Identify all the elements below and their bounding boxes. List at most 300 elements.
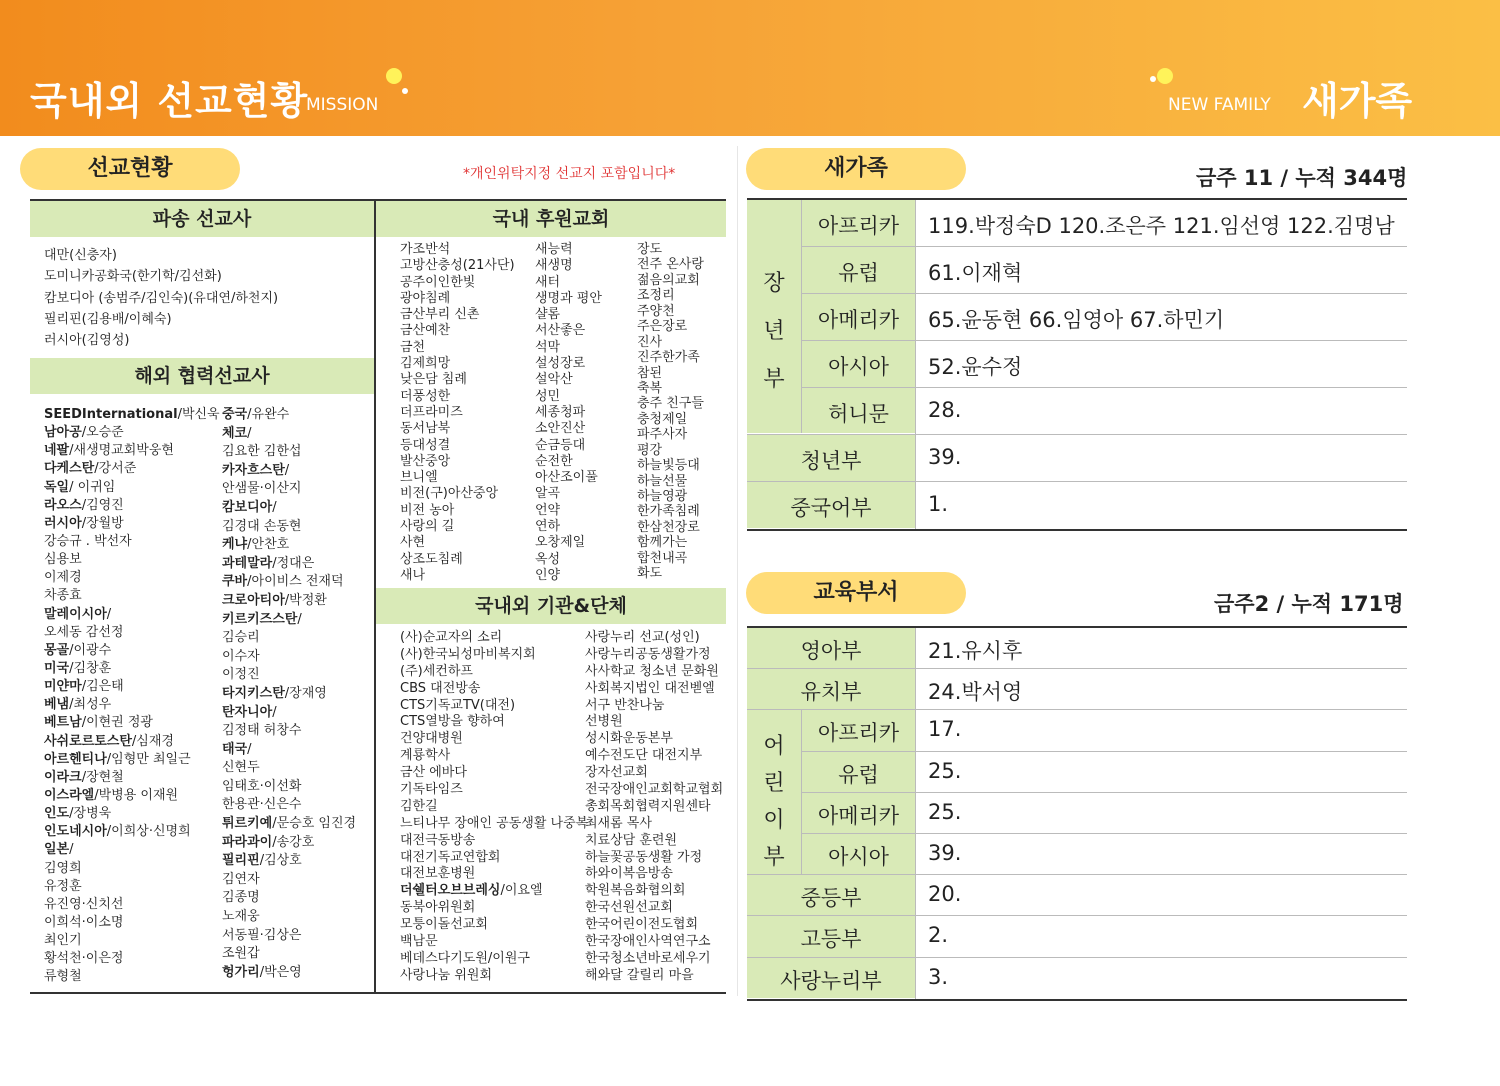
list-item: 치료상담 훈련원 (585, 832, 678, 848)
list-item: 함께가는 (637, 535, 688, 551)
list-item-bold: 튀르키예 (222, 816, 273, 832)
list-item-text: /유완수 (247, 407, 290, 422)
list-item (44, 896, 220, 914)
list-item: 브니엘 (400, 470, 438, 486)
list-item (44, 424, 220, 442)
row-value: 61.이재혁 (928, 261, 1023, 285)
row-divider (802, 340, 1407, 341)
list-item: 축복 (637, 380, 663, 396)
list-item: 젊음의교회 (637, 272, 700, 288)
vertical-char: 부 (763, 845, 785, 871)
decor-dot-icon (1150, 76, 1156, 82)
list-item-text: 강승규 . 박선자 (44, 533, 132, 549)
list-item-text: (사)순교자의 소리 (400, 630, 503, 645)
list-item: 러시아(김영성) (44, 333, 130, 349)
list-item-text: 이제경 (44, 570, 82, 586)
row-divider (802, 751, 1407, 752)
list-item: 연하 (535, 519, 561, 535)
list-item: 사랑누리 선교(성인) (585, 630, 700, 645)
list-item (44, 406, 220, 424)
domestic-church-col2 (535, 242, 602, 584)
list-item-text: CTS열방을 향하여 (400, 714, 505, 730)
list-item-text: 백남문 (400, 934, 438, 950)
list-item (44, 751, 220, 769)
list-item (44, 515, 220, 533)
list-item-bold: 베트남 (44, 715, 82, 731)
vertical-char: 장 (763, 271, 785, 296)
list-item-text: 김종명 (222, 890, 260, 906)
row-label: 아메리카 (817, 803, 900, 828)
list-item: 주은장로 (637, 319, 688, 335)
list-item (222, 592, 356, 611)
list-item-bold: 중국 (222, 407, 248, 422)
list-item (400, 647, 588, 664)
list-item-text: /박신욱 (177, 407, 220, 422)
row-label: 영아부 (800, 639, 862, 663)
org-header: 국내외 기관&단체 (376, 588, 726, 624)
list-item-bold: 미얀마 (44, 679, 82, 695)
row-value: 21.유시후 (928, 639, 1023, 663)
list-item-bold: 아르헨티나 (44, 751, 107, 767)
list-item (44, 878, 220, 896)
list-item-text: 계룡학사 (400, 748, 451, 764)
list-item-text: /박은영 (259, 964, 302, 980)
list-item: 서산좋은 (535, 323, 586, 339)
list-item: 진주한가족 (637, 350, 700, 366)
list-item-text: /이요엘 (500, 883, 543, 899)
list-item: 김제희망 (400, 356, 451, 372)
list-item-text: / (272, 499, 277, 515)
list-item (222, 704, 356, 723)
list-item (222, 536, 356, 555)
list-item-bold: 사쉬로르토스탄 (44, 733, 132, 749)
list-item-bold: 탄자니아 (222, 704, 273, 720)
list-item: 인양 (535, 567, 561, 583)
list-item: 비전 농아 (400, 502, 455, 518)
decor-dot-icon (402, 88, 408, 94)
row-label: 아프리카 (817, 214, 900, 238)
row-label: 유럽 (838, 261, 879, 285)
list-item: 알곡 (535, 486, 561, 502)
education-pill: 교육부서 (746, 572, 966, 614)
list-item-text: /정대은 (272, 555, 315, 571)
group-divider (801, 200, 802, 433)
list-item-text: 신현두 (222, 760, 260, 776)
list-item (222, 648, 356, 667)
list-item: 하늘꽃공동생활 가정 (585, 849, 703, 865)
list-item: 파주사자 (637, 427, 688, 443)
list-item: 하늘영광 (637, 489, 688, 504)
org-list-col2 (585, 630, 723, 985)
list-item: 전주 온사랑 (637, 257, 704, 273)
list-item-text: 김경대 손동현 (222, 518, 302, 534)
list-item: 해와달 갈릴리 마을 (585, 967, 694, 983)
list-item: 금산부리 신촌 (400, 307, 480, 323)
list-item: 하늘선물 (637, 473, 688, 489)
list-item-bold: 더쉘터오브브레싱 (400, 883, 501, 899)
list-item-bold: 몽골 (44, 642, 70, 658)
list-item-text: /김영진 (81, 497, 124, 513)
label-divider (915, 628, 916, 999)
list-item-text: 심용보 (44, 552, 82, 568)
vertical-char: 부 (763, 367, 785, 392)
newfamily-count: 금주 11 / 누적 344명 (1196, 166, 1408, 190)
list-item: 샬롬 (535, 307, 561, 323)
list-item: 진사 (637, 334, 663, 350)
list-item (44, 660, 220, 678)
list-item-text: 최인기 (44, 933, 82, 949)
row-value: 24.박서영 (928, 680, 1023, 705)
org-list-col1 (400, 630, 588, 985)
list-item: 장자선교회 (585, 765, 648, 781)
list-item-text: 김영희 (44, 860, 82, 876)
list-item-text: /박정환 (284, 592, 327, 608)
list-item: 하늘빛등대 (637, 458, 700, 474)
list-item: 도미니카공화국(한기학/김선화) (44, 269, 222, 285)
list-item-bold: 과테말라 (222, 555, 273, 571)
list-item-text: 느티나무 장애인 공동생활 나중복 (400, 815, 589, 831)
label-divider (915, 200, 916, 529)
list-item-text: /이희상·신명희 (106, 824, 191, 840)
mission-pill: 선교현황 (20, 148, 240, 190)
domestic-header: 국내 후원교회 (376, 201, 726, 237)
list-item-text: 사랑나눔 위원회 (400, 967, 493, 983)
table-bottom-border (30, 992, 726, 994)
list-item-text: /장현철 (81, 769, 124, 785)
list-item: 설악산 (535, 372, 573, 388)
list-item-text: 모퉁이돌선교회 (400, 917, 488, 933)
list-item: 한국청소년바로세우기 (585, 950, 711, 966)
row-label: 중등부 (800, 886, 862, 911)
list-item-text: /김창훈 (69, 660, 112, 676)
list-item (400, 782, 588, 799)
list-item (400, 951, 588, 968)
list-item (222, 629, 356, 648)
list-item-text: 이정진 (222, 667, 260, 683)
list-item (44, 841, 220, 859)
list-item: 예수전도단 대전지부 (585, 748, 703, 764)
education-count: 금주2 / 누적 171명 (1214, 592, 1404, 616)
list-item (400, 799, 588, 816)
list-item (44, 914, 220, 932)
vertical-char: 이 (763, 808, 785, 834)
header-banner (0, 0, 1500, 136)
list-item-bold: 인도 (44, 806, 70, 822)
row-value: 25. (928, 799, 962, 824)
list-item-text: 베데스다기도원/이원구 (400, 950, 530, 966)
list-item: 한국장애인사역연구소 (585, 934, 711, 950)
list-item: 조정리 (637, 288, 675, 304)
list-item: 언약 (535, 502, 561, 518)
list-item-text: 황석천·이은정 (44, 951, 124, 967)
list-item-text: 김한길 (400, 798, 438, 814)
list-item: 평강 (637, 442, 663, 458)
mission-note: *개인위탁지정 선교지 포함입니다* (463, 166, 676, 182)
list-item: 순금등대 (535, 437, 586, 453)
list-item: 더프라미즈 (400, 404, 463, 420)
list-item-text: /박병용 이재원 (94, 787, 179, 803)
list-item-bold: 케냐 (222, 537, 248, 553)
list-item-text: /이광수 (69, 642, 112, 658)
list-item (44, 932, 220, 950)
list-item (44, 805, 220, 823)
list-item (400, 900, 588, 917)
banner-title-right: 새가족 (1302, 79, 1413, 123)
list-item: 낮은담 침례 (400, 372, 467, 388)
table-bottom-border (747, 529, 1407, 531)
list-item (44, 460, 220, 478)
list-item (400, 934, 588, 951)
list-item (400, 630, 588, 647)
list-item-text: /장병욱 (69, 806, 112, 822)
list-item: 한삼천장로 (637, 519, 700, 535)
list-item: 새능력 (535, 242, 573, 257)
list-item-text: /김상호 (259, 853, 302, 869)
list-item: 대만(신충자) (44, 248, 117, 263)
row-label: 허니문 (828, 402, 889, 426)
list-item-text: 대전극동방송 (400, 832, 476, 848)
list-item: 금천 (400, 339, 426, 355)
vertical-char: 어 (763, 734, 785, 760)
row-divider (802, 293, 1407, 294)
list-item: 비전(구)아산중앙 (400, 486, 499, 502)
row-value: 39. (928, 841, 962, 865)
banner-title-left: 국내외 선교현황 (30, 79, 309, 123)
list-item (222, 908, 356, 927)
list-item: 사회복지법인 대전벧엘 (585, 680, 715, 696)
list-item-bold: 미국 (44, 660, 70, 676)
domestic-church-col3 (637, 242, 704, 582)
list-item-text: / (272, 704, 277, 720)
list-item: 더풍성한 (400, 388, 451, 404)
list-item: 학원복음화협의회 (585, 883, 686, 899)
list-item-text: / (247, 425, 252, 441)
list-item (44, 714, 220, 732)
list-item-text: 안샘물·이산지 (222, 481, 302, 497)
list-item: 한국선원선교회 (585, 900, 673, 916)
list-item (400, 917, 588, 934)
list-item: 전국장애인교회학교협회 (585, 782, 724, 798)
list-item-text: /안찬호 (247, 537, 290, 553)
list-item (222, 945, 356, 964)
row-value: 28. (928, 398, 962, 422)
list-item-bold: 쿠바 (222, 574, 248, 590)
list-item: 성시화운동본부 (585, 731, 673, 747)
sent-header: 파송 선교사 (30, 201, 374, 237)
list-item (222, 685, 356, 704)
list-item (222, 555, 356, 574)
group-divider (801, 710, 802, 875)
list-item-text: /최성우 (69, 697, 112, 713)
list-item-text: CBS 대전방송 (400, 680, 481, 696)
row-label: 아메리카 (817, 308, 900, 332)
group-vertical-label (747, 728, 801, 876)
list-item (44, 968, 220, 986)
list-item: 사사학교 청소년 문화원 (585, 663, 719, 679)
row-label: 사랑누리부 (780, 968, 882, 993)
table-bottom-border (747, 999, 1407, 1001)
list-item-text: /아이비스 전재덕 (247, 574, 344, 590)
row-value: 65.윤동현 66.임영아 67.하민기 (928, 308, 1225, 332)
list-item (222, 406, 356, 425)
list-item (222, 964, 356, 983)
list-item: 금산예찬 (400, 323, 451, 339)
list-item-text: /김은태 (81, 679, 124, 695)
list-item-text: / (69, 842, 74, 858)
list-item (44, 442, 220, 460)
row-value: 119.박정숙D 120.조은주 121.임선영 122.김명남 (928, 214, 1395, 238)
list-item (222, 443, 356, 462)
list-item-bold: 인도네시아 (44, 824, 107, 840)
newfamily-pill: 새가족 (746, 148, 966, 190)
list-item-bold: 키르키즈스탄 (222, 611, 298, 627)
list-item-bold: 베냄 (44, 697, 70, 713)
list-item (222, 834, 356, 853)
list-item (222, 796, 356, 815)
list-item (44, 696, 220, 714)
list-item: 사랑누리공동생활가정 (585, 646, 711, 662)
list-item-bold: 남아공 (44, 425, 82, 441)
list-item (44, 950, 220, 968)
list-item (222, 666, 356, 685)
list-item-text: 이수자 (222, 648, 260, 664)
list-item-bold: 이스라엘 (44, 787, 95, 803)
list-item (44, 587, 220, 605)
list-item (400, 816, 588, 833)
list-item-text: /장월방 (81, 515, 124, 531)
list-item (222, 889, 356, 908)
list-item-bold: 독일 (44, 479, 70, 495)
list-item: 최새롬 목사 (585, 815, 652, 831)
list-item (44, 606, 220, 624)
list-item-text: 금산 에바다 (400, 765, 467, 781)
decor-dot-icon (386, 68, 402, 84)
list-item: 사랑의 길 (400, 519, 455, 535)
list-item-bold: SEEDInternational (44, 407, 178, 422)
list-item-bold: 태국 (222, 741, 248, 757)
list-item (44, 497, 220, 515)
row-label: 고등부 (800, 927, 862, 952)
vertical-char: 린 (763, 771, 785, 797)
list-item: 발산중앙 (400, 453, 451, 469)
list-item (44, 787, 220, 805)
list-item (44, 733, 220, 751)
list-item-bold: 파라과이 (222, 834, 273, 850)
list-item-text: /심재경 (131, 733, 174, 749)
vertical-char: 년 (763, 319, 785, 344)
list-item: 주양천 (637, 303, 675, 319)
list-item: 성민 (535, 388, 561, 404)
list-item: 아산조이풀 (535, 470, 598, 486)
list-item-text: / (106, 606, 112, 622)
row-value: 2. (928, 923, 949, 948)
list-item-bold: 타지키스탄 (222, 685, 285, 701)
list-item (400, 731, 588, 748)
list-item-bold: 크로아티아 (222, 592, 285, 608)
list-item-text: 이희석·이소명 (44, 914, 124, 930)
list-item-bold: 카자흐스탄 (222, 462, 285, 478)
list-item: 옥성 (535, 551, 561, 567)
list-item (400, 698, 588, 715)
list-item-text: 동북아위원회 (400, 900, 476, 916)
list-item (222, 499, 356, 518)
list-item-text: 유정훈 (44, 878, 82, 894)
list-item: 충주 친구들 (637, 396, 704, 412)
list-item: 총회목회협력지원센타 (585, 798, 711, 814)
list-item (222, 722, 356, 741)
list-item-text: 조원갑 (222, 946, 260, 962)
list-item (222, 815, 356, 834)
list-item-text: 임태호·이선화 (222, 778, 302, 794)
list-item (222, 611, 356, 630)
list-item-bold: 필리핀 (222, 853, 260, 869)
row-divider (802, 246, 1407, 247)
list-item (400, 748, 588, 765)
list-item: 소안진산 (535, 421, 586, 437)
list-item-text: 대전보훈병원 (400, 866, 476, 882)
list-item: 오창제일 (535, 535, 586, 551)
decor-dot-icon (1157, 68, 1173, 84)
list-item-text: 김연자 (222, 871, 260, 887)
list-item-text: /오승준 (81, 425, 124, 441)
row-label: 유럽 (838, 762, 879, 787)
list-item (400, 850, 588, 867)
group-vertical-label (747, 260, 801, 404)
list-item: 하와이복음방송 (585, 866, 673, 882)
list-item (44, 860, 220, 878)
list-item (222, 927, 356, 946)
overseas-list-col1 (44, 406, 220, 987)
list-item (222, 425, 356, 444)
list-item (222, 778, 356, 797)
list-item: 캄보디아 (송범주/김인숙)(유대연/하천지) (44, 290, 279, 306)
row-value: 1. (928, 492, 949, 516)
list-item-text: / (247, 741, 252, 757)
list-item-bold: 이라크 (44, 769, 82, 785)
list-item-text: (주)세컨하프 (400, 663, 473, 679)
list-item-text: 유진영·신치선 (44, 896, 124, 912)
domestic-church-col1 (400, 242, 515, 584)
row-value: 20. (928, 882, 962, 907)
list-item-text: /강서준 (94, 461, 137, 477)
list-item-bold: 헝가리 (222, 964, 260, 980)
list-item-text: /임형만 최일근 (106, 751, 191, 767)
list-item-bold: 일본 (44, 842, 70, 858)
list-item (400, 714, 588, 731)
row-value: 25. (928, 758, 962, 783)
list-item (400, 866, 588, 883)
column-divider (737, 146, 738, 996)
list-item (44, 533, 220, 551)
list-item: 새생명 (535, 258, 573, 274)
list-item (400, 765, 588, 782)
list-item: 세종청파 (535, 404, 586, 420)
row-divider (802, 792, 1407, 793)
list-item: 등대성결 (400, 437, 451, 453)
list-item-text: 김승리 (222, 630, 260, 646)
list-item-text: / 이귀임 (69, 479, 116, 495)
list-item: 장도 (637, 242, 663, 257)
list-item: 한가족침례 (637, 504, 700, 520)
list-item-bold: 체코 (222, 425, 248, 441)
list-item: 광야침례 (400, 290, 451, 306)
list-item-text: 서동필·김상은 (222, 927, 302, 943)
list-item (44, 642, 220, 660)
list-item-text: 김요한 김한섭 (222, 444, 302, 460)
list-item (222, 480, 356, 499)
list-item: 상조도침례 (400, 551, 463, 567)
list-item: 충청제일 (637, 411, 688, 427)
